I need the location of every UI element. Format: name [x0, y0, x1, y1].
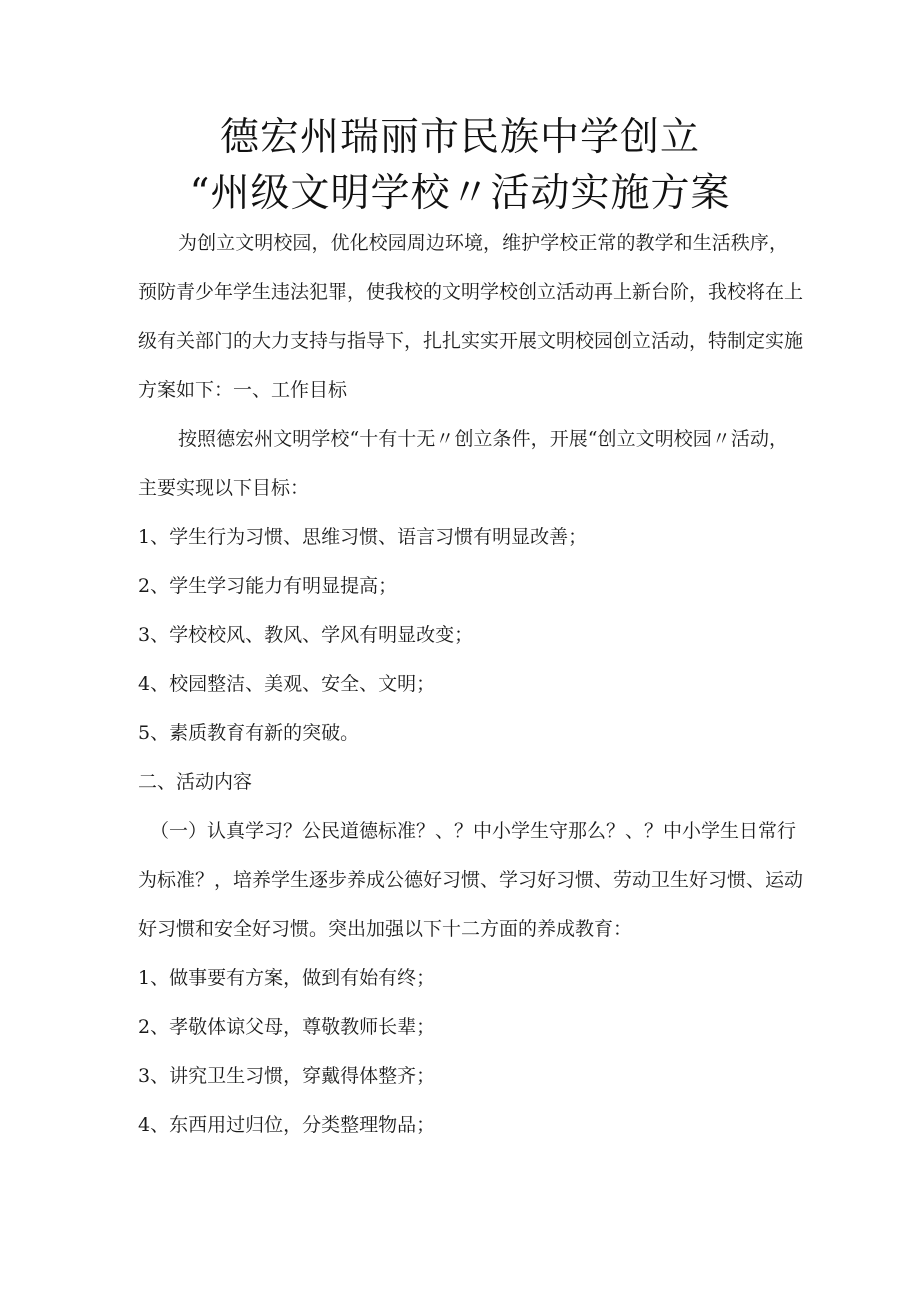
- habit-item-3: 3、讲究卫生习惯，穿戴得体整齐；: [138, 1065, 436, 1087]
- goal-intro-line-2: 主要实现以下目标：: [138, 477, 310, 499]
- goal-item-2: 2、学生学习能力有明显提高；: [138, 575, 398, 597]
- habit-item-2: 2、孝敬体谅父母，尊敬教师长辈；: [138, 1016, 436, 1038]
- intro-line-1: 为创立文明校园，优化校园周边环境，维护学校正常的教学和生活秩序，: [178, 232, 788, 254]
- intro-line-4: 方案如下：一、工作目标: [138, 379, 348, 401]
- section2-para-line-1: （一）认真学习？公民道德标准？、？中小学生守那么？、？中小学生日常行: [150, 820, 797, 842]
- goal-item-3: 3、学校校风、教风、学风有明显改变；: [138, 624, 474, 646]
- goal-item-1: 1、学生行为习惯、思维习惯、语言习惯有明显改善；: [138, 526, 588, 548]
- goal-item-4: 4、校园整洁、美观、安全、文明；: [138, 673, 436, 695]
- document-title-line1: 德宏州瑞丽市民族中学创立: [219, 115, 700, 160]
- section2-para-line-3: 好习惯和安全好习惯。突出加强以下十二方面的养成教育：: [138, 918, 633, 940]
- goal-item-5: 5、素质教育有新的突破。: [138, 722, 360, 744]
- habit-item-4: 4、东西用过归位，分类整理物品；: [138, 1114, 436, 1136]
- intro-line-2: 预防青少年学生违法犯罪，使我校的文明学校创立活动再上新台阶，我校将在上: [138, 281, 804, 303]
- habit-item-1: 1、做事要有方案，做到有始有终；: [138, 967, 436, 989]
- document-title-line2: “州级文明学校〃活动实施方案: [189, 171, 731, 216]
- goal-intro-line-1: 按照德宏州文明学校“十有十无〃创立条件，开展“创立文明校园〃活动，: [178, 428, 788, 450]
- section2-heading: 二、活动内容: [138, 771, 253, 793]
- intro-line-3: 级有关部门的大力支持与指导下，扎扎实实开展文明校园创立活动，特制定实施: [138, 330, 804, 352]
- section2-para-line-2: 为标准？，培养学生逐步养成公德好习惯、学习好习惯、劳动卫生好习惯、运动: [138, 869, 804, 891]
